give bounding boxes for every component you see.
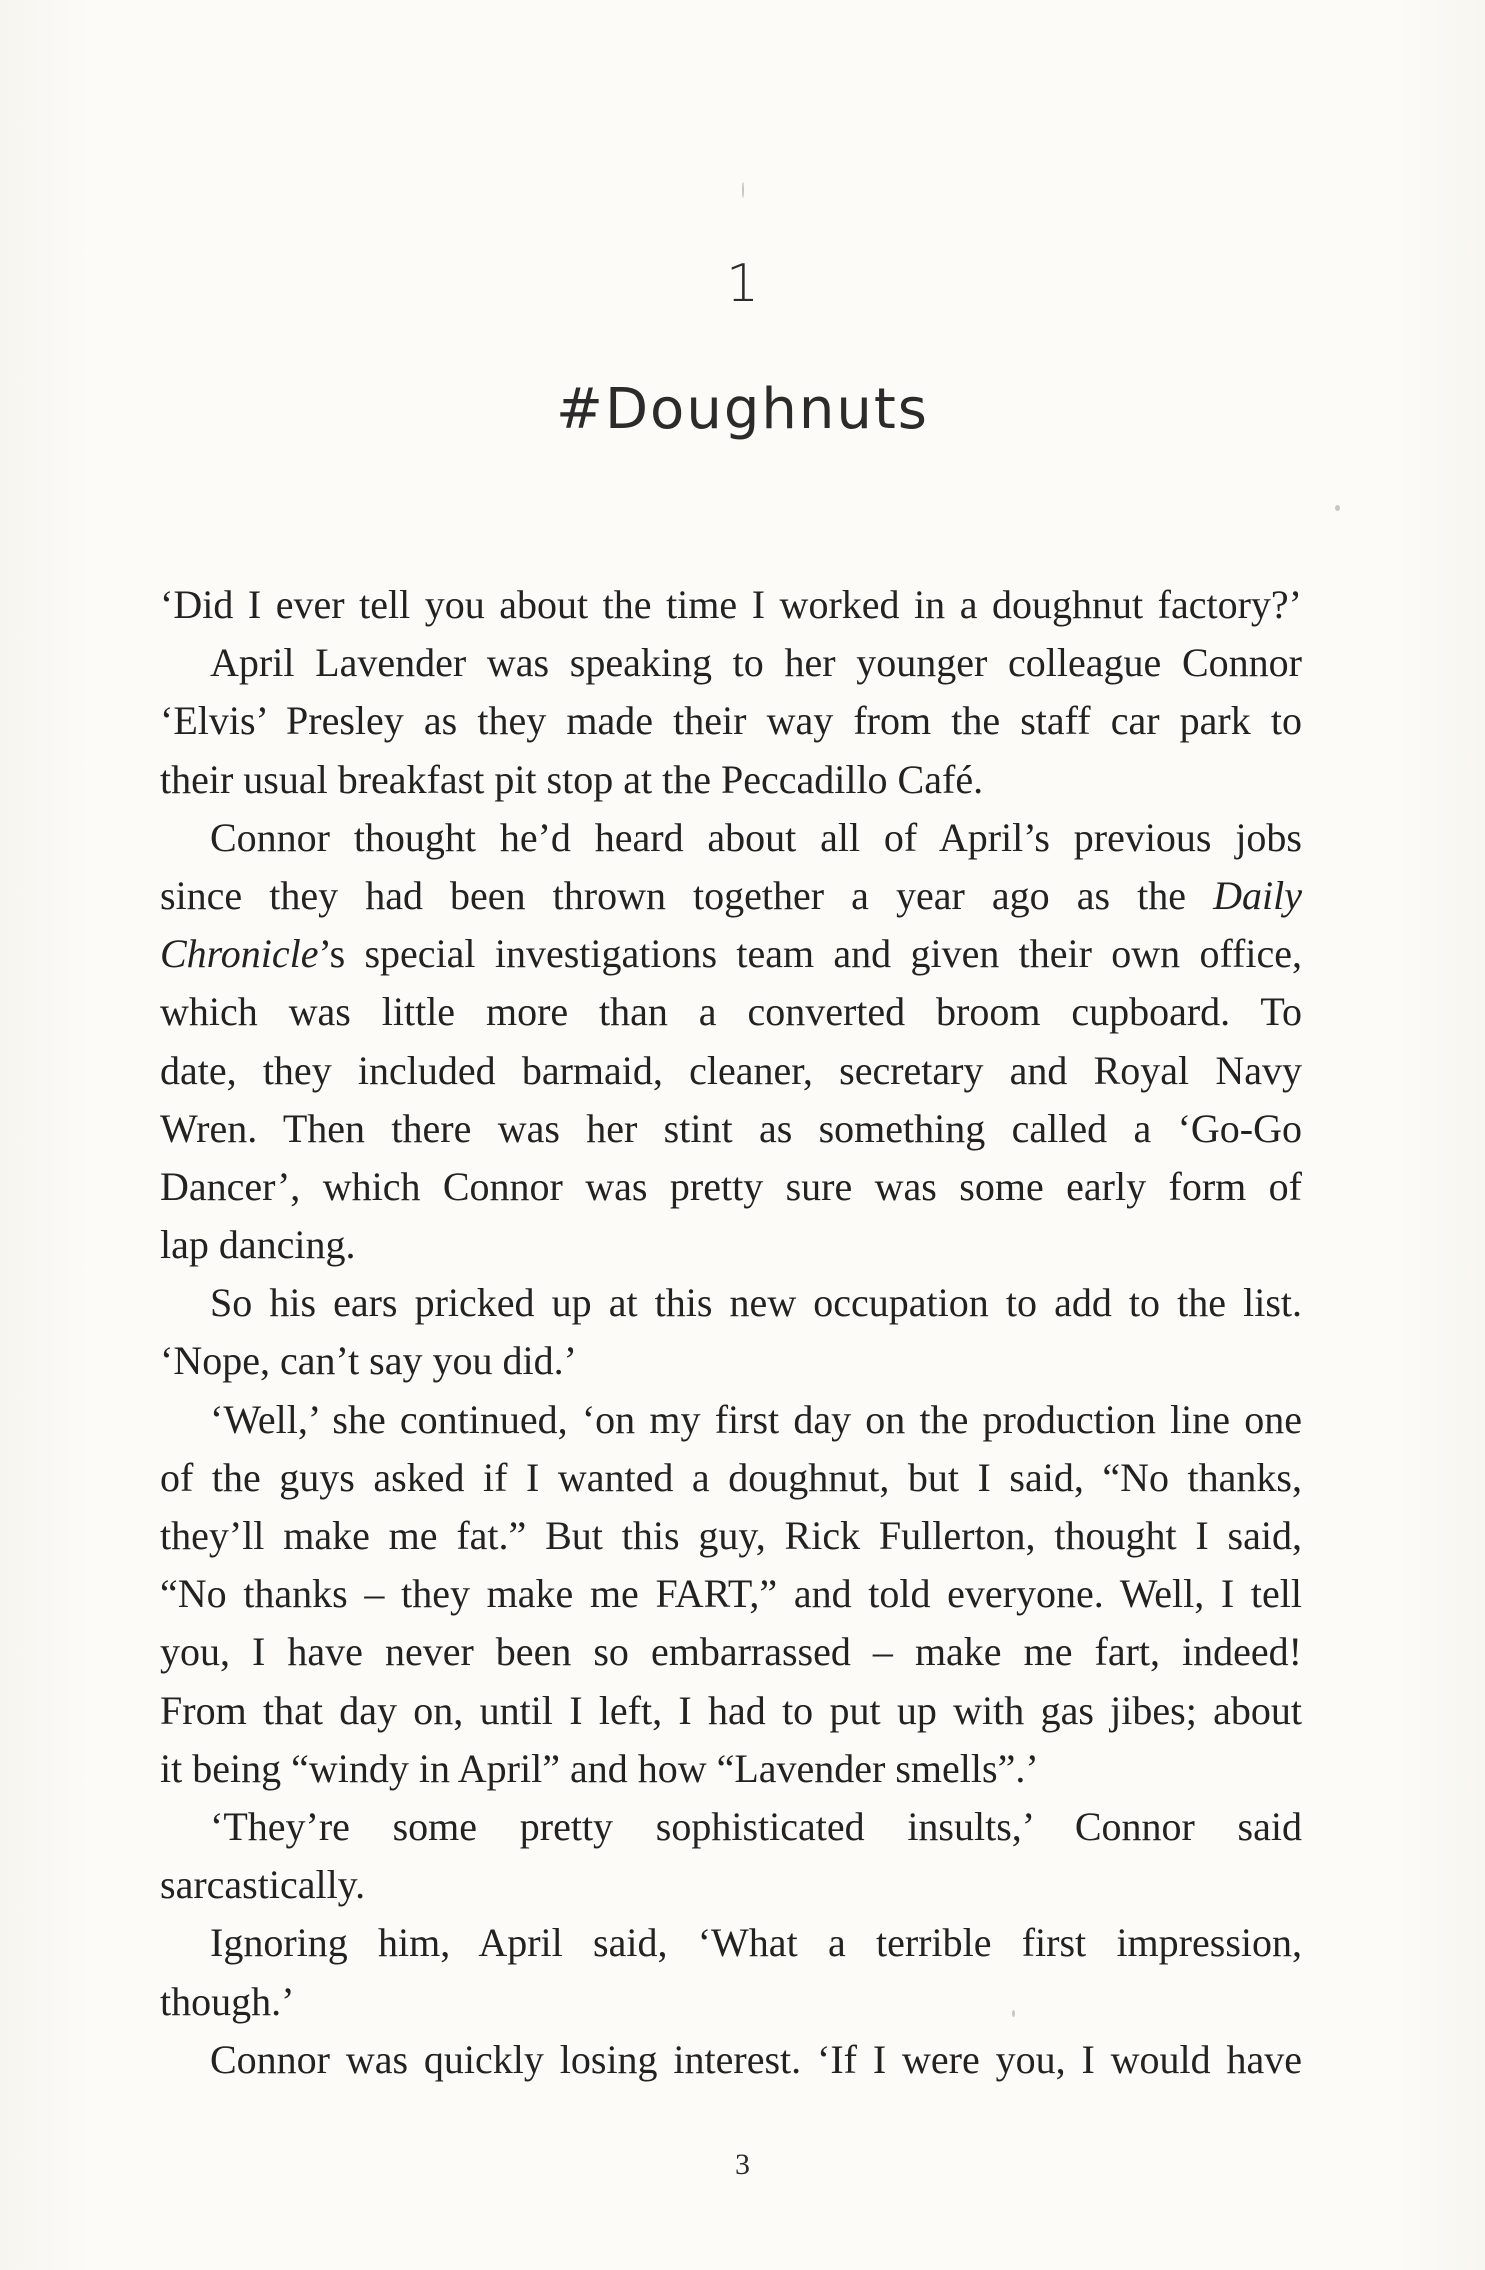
text-line <box>160 751 1302 809</box>
text-line <box>160 1682 1302 1740</box>
line-text: ‘Elvis’ Presley as they made their way from the staff car park to <box>160 698 1302 744</box>
line-text: though.’ <box>160 1978 295 2024</box>
text-line <box>160 1042 1302 1100</box>
text-line <box>160 1100 1302 1158</box>
text-line <box>160 1973 1302 2031</box>
line-text: date, they included barmaid, cleaner, secretary and Royal Navy <box>160 1047 1302 1093</box>
text-line <box>160 1623 1302 1681</box>
line-text: ‘Well,’ she continued, ‘on my first day on the production line one <box>210 1396 1302 1442</box>
text-line <box>160 809 1302 867</box>
line-text: sarcastically. <box>160 1862 366 1908</box>
line-text: Connor thought he’d heard about all of April’s previous jobs <box>210 814 1302 860</box>
chapter-title: #Doughnuts <box>556 377 929 442</box>
text-line <box>160 1507 1302 1565</box>
text-line <box>160 983 1302 1041</box>
line-text: From that day on, until I left, I had to put up with gas jibes; about <box>160 1687 1302 1733</box>
chapter-number: 1 <box>725 254 760 314</box>
line-text-visible: since they had been thrown together a year ago as the <box>160 872 1214 918</box>
text-line <box>160 1856 1302 1914</box>
line-text: “No thanks – they make me FART,” and told everyone. Well, I tell <box>160 1571 1302 1617</box>
italic-text: Chronicle <box>160 931 319 977</box>
text-line <box>160 1391 1302 1449</box>
text-line <box>160 1565 1302 1623</box>
line-text: they’ll make me fat.” But this guy, Rick Fullerton, thought I said, <box>160 1513 1302 1558</box>
line-text: Wren. Then there was her stint as something called a ‘Go-Go <box>160 1105 1302 1151</box>
paper-speck <box>1012 2010 1015 2017</box>
line-text: ‘They’re some pretty sophisticated insults,’ Connor said <box>210 1803 1302 1849</box>
text-line <box>160 1216 1302 1274</box>
text-line <box>160 692 1302 750</box>
line-text: April Lavender was speaking to her younger colleague Connor <box>210 640 1302 686</box>
text-line <box>160 1449 1302 1507</box>
paper-speck <box>1335 505 1340 511</box>
line-text: ’s special investigations team and given their own office, <box>318 931 1302 977</box>
line-text: ‘Did I ever tell you about the time I worked in a doughnut factory?’ <box>160 582 1302 627</box>
text-line <box>160 634 1302 692</box>
line-text: So his ears pricked up at this new occupation to add to the list. <box>210 1280 1302 1326</box>
line-text: of the guys asked if I wanted a doughnut, but I said, “No thanks, <box>160 1454 1302 1500</box>
text-line <box>160 867 1302 925</box>
line-text: their usual breakfast pit stop at the Peccadillo Café. <box>160 756 984 802</box>
text-line <box>160 2031 1302 2089</box>
line-text: Dancer’, which Connor was pretty sure was some early form of <box>160 1163 1302 1209</box>
italic-text: Daily <box>1213 872 1302 918</box>
text-line <box>160 1740 1302 1798</box>
text-line <box>160 1332 1302 1390</box>
line-text: Ignoring him, April said, ‘What a terrible first impression, <box>210 1920 1302 1966</box>
line-text: Connor was quickly losing interest. ‘If I were you, I would have <box>210 2036 1302 2082</box>
text-line <box>160 925 1302 983</box>
line-text: lap dancing. <box>160 1222 356 1268</box>
text-line <box>160 1798 1302 1856</box>
text-line <box>160 1158 1302 1216</box>
line-text: ‘Nope, can’t say you did.’ <box>160 1338 577 1384</box>
page-number: 3 <box>735 2148 750 2181</box>
line-text: you, I have never been so embarrassed – make me fart, indeed! <box>160 1629 1302 1675</box>
line-text: which was little more than a converted broom cupboard. To <box>160 989 1302 1035</box>
text-line <box>160 1914 1302 1972</box>
text-line <box>160 1274 1302 1332</box>
body-text <box>160 576 1302 2089</box>
line-text: it being “windy in April” and how “Lavender smells”.’ <box>160 1745 1039 1791</box>
paper-speck <box>742 182 744 198</box>
text-line <box>160 576 1302 634</box>
